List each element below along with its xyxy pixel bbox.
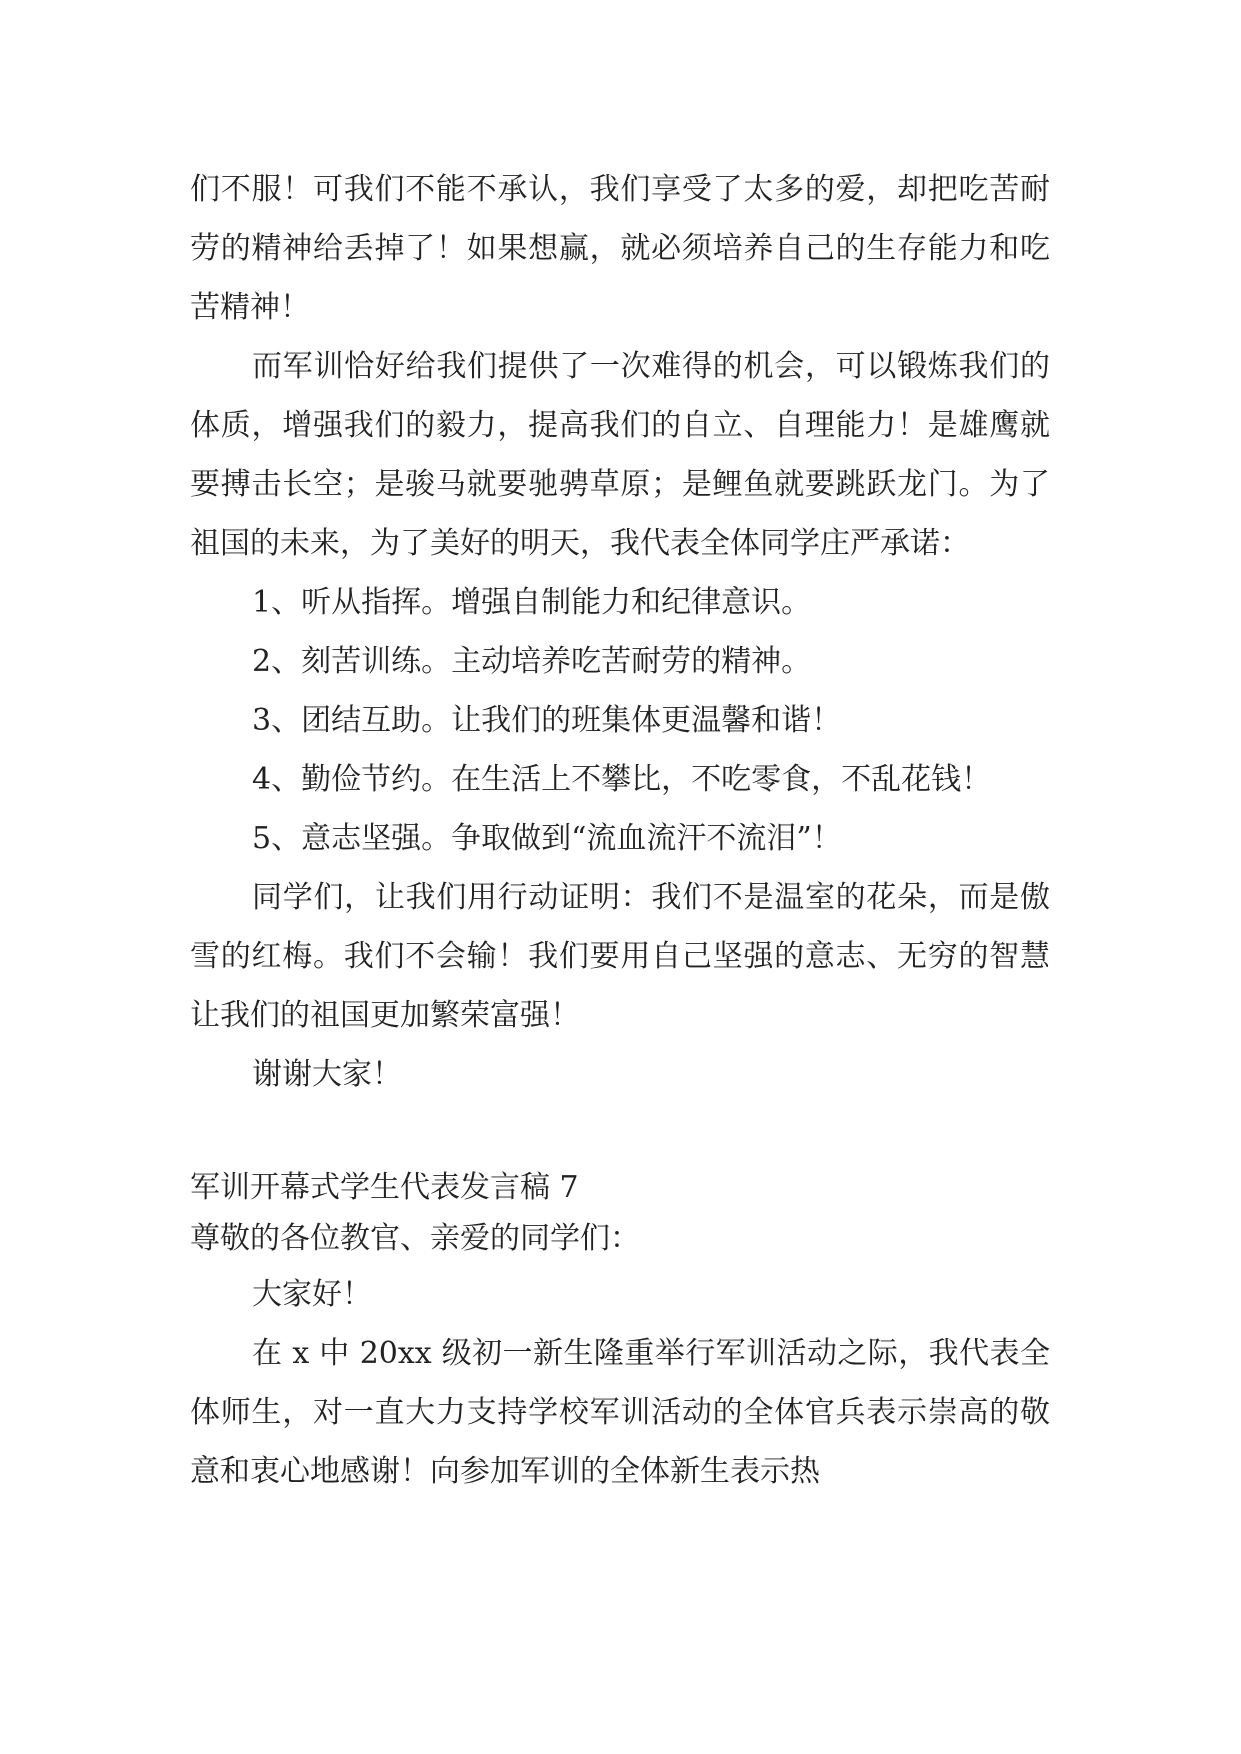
salutation: 尊敬的各位教官、亲爱的同学们：: [190, 1221, 640, 1256]
paragraph-thanks: 谢谢大家！: [252, 1057, 402, 1092]
pledge-item-1: 1、听从指挥。增强自制能力和纪律意识。: [252, 585, 812, 620]
section-spacer: [190, 1104, 1050, 1163]
paragraph-military-training-opportunity: 而军训恰好给我们提供了一次难得的机会，可以锻炼我们的体质，增强我们的毅力，提高我们的自立、自理能力！是雄鹰就要搏击长空；是骏马就要驰骋草原；是鲤鱼就要跳跃龙门。为了祖国的未来，为了美好的明天，我代表全体同学庄严承诺：: [190, 349, 1050, 561]
paragraph-opening-speech: 在 x 中 20xx 级初一新生隆重举行军训活动之际，我代表全体师生，对一直大力支持学校军训活动的全体官兵表示崇高的敬意和衷心地感谢！向参加军训的全体新生表示热: [190, 1336, 1050, 1489]
pledge-item-3: 3、团结互助。让我们的班集体更温馨和谐！: [252, 703, 842, 738]
pledge-item-5: 5、意志坚强。争取做到“流血流汗不流泪”！: [252, 821, 842, 856]
pledge-item-2: 2、刻苦训练。主动培养吃苦耐劳的精神。: [252, 644, 812, 679]
document-page: [190, 160, 1050, 1501]
paragraph-call-to-action: 同学们，让我们用行动证明：我们不是温室的花朵，而是傲雪的红梅。我们不会输！我们要用自己坚强的意志、无穷的智慧让我们的祖国更加繁荣富强！: [190, 880, 1050, 1033]
paragraph-continuation: 们不服！可我们不能不承认，我们享受了太多的爱，却把吃苦耐劳的精神给丢掉了！如果想赢，就必须培养自己的生存能力和吃苦精神！: [190, 172, 1050, 325]
pledge-item-4: 4、勤俭节约。在生活上不攀比，不吃零食，不乱花钱！: [252, 762, 992, 797]
greeting: 大家好！: [252, 1277, 372, 1312]
section-title: 军训开幕式学生代表发言稿 7: [190, 1170, 579, 1205]
